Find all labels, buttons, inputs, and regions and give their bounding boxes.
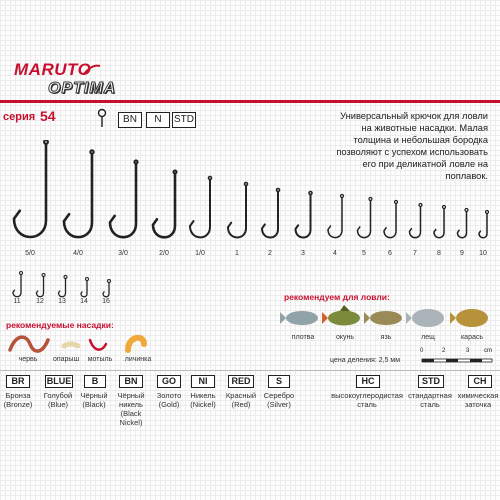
spec-code-box: CH — [468, 375, 492, 388]
hook-icon — [103, 280, 111, 297]
size-label: 8 — [437, 250, 441, 257]
hook-icon — [410, 204, 423, 238]
spec-code-desc: высокоуглеродистая сталь — [331, 391, 403, 409]
larva-icon — [128, 338, 144, 350]
series-number: 54 — [40, 108, 56, 124]
hook-size-chart — [0, 140, 500, 250]
hook-icon — [296, 192, 313, 238]
color-code-desc: Никель (Nickel) — [190, 391, 216, 409]
bait-label: червь — [18, 356, 38, 363]
size-label: 1/0 — [195, 250, 205, 257]
color-code-desc: Бронза (Bronze) — [3, 391, 33, 409]
ide-icon — [364, 311, 402, 325]
maggot-icon — [64, 344, 78, 346]
fish-label: окунь — [335, 334, 355, 341]
bait-label: опарыш — [52, 356, 80, 363]
size-label: 12 — [36, 298, 44, 305]
hook-icon — [479, 211, 489, 238]
size-label: 14 — [80, 298, 88, 305]
worm-icon — [10, 337, 48, 351]
hook-icon — [81, 278, 89, 297]
spec-code-desc: химическая заточка — [457, 391, 499, 409]
size-label: 4 — [333, 250, 337, 257]
size-label: 5 — [362, 250, 366, 257]
header-divider — [0, 100, 500, 103]
baits-title: рекомендуемые насадки: — [6, 320, 114, 330]
brand-logo: MARUTO — [14, 60, 92, 79]
scale-tick: 3 — [466, 348, 470, 354]
bait-label: мотыль — [87, 356, 113, 363]
color-code-desc: Золото (Gold) — [156, 391, 182, 409]
color-code-desc: Голубой (Blue) — [43, 391, 73, 409]
size-label: 4/0 — [73, 250, 83, 257]
hook-icon — [434, 206, 446, 238]
scale-tick: 2 — [442, 348, 446, 354]
finish-box-n: N — [146, 112, 170, 128]
size-label: 5/0 — [25, 250, 35, 257]
color-code-box: NI — [191, 375, 215, 388]
hook-icon — [13, 272, 23, 297]
fish-title: рекомендуем для ловли: — [284, 292, 390, 302]
color-code-desc: Красный (Red) — [225, 391, 257, 409]
hook-icon — [262, 189, 280, 238]
bloodworm-icon — [90, 340, 106, 350]
color-code-desc: Серебро (Silver) — [263, 391, 295, 409]
series-label: серия — [3, 111, 36, 123]
size-label: 1 — [235, 250, 239, 257]
finish-box-std: STD — [172, 112, 196, 128]
hook-eye-icon — [96, 108, 108, 128]
size-label: 3 — [301, 250, 305, 257]
hook-icon — [37, 274, 46, 297]
color-code-desc: Чёрный никель (Black Nickel) — [117, 391, 145, 427]
color-code-box: S — [268, 375, 290, 388]
finish-box-bn: BN — [118, 112, 142, 128]
fish-illustrations — [280, 302, 495, 332]
hook-icon — [228, 183, 248, 238]
crucian-icon — [450, 309, 488, 327]
bream-icon — [406, 309, 444, 327]
bait-label: личинка — [124, 356, 152, 363]
logo-swoosh-icon — [82, 62, 102, 76]
spec-code-box: HC — [356, 375, 380, 388]
color-code-box: B — [84, 375, 106, 388]
color-code-box: BLUE — [46, 376, 72, 386]
spec-code-box: STD — [418, 375, 444, 388]
scale-tick: cm — [484, 348, 492, 354]
size-label: 7 — [413, 250, 417, 257]
scale-tick: 0 — [420, 348, 424, 354]
fish-label: лещ — [421, 334, 435, 341]
perch-icon — [322, 305, 360, 326]
color-code-box: BN — [119, 375, 143, 388]
product-line-logo: OPTIMA — [48, 80, 117, 97]
color-code-box: RED — [228, 375, 254, 388]
color-code-box: GO — [157, 375, 181, 388]
hook-icon — [110, 160, 138, 237]
fish-label: карась — [460, 334, 484, 341]
hook-icon — [14, 140, 48, 237]
size-label: 9 — [460, 250, 464, 257]
hook-icon — [328, 195, 344, 238]
color-code-desc: Чёрный (Black) — [80, 391, 108, 409]
size-label: 3/0 — [118, 250, 128, 257]
hook-icon — [190, 177, 212, 238]
fish-label: язь — [380, 334, 392, 341]
color-code-box: BR — [6, 375, 30, 388]
hook-icon — [358, 198, 373, 238]
size-label: 13 — [58, 298, 66, 305]
hook-icon — [153, 171, 177, 238]
size-label: 16 — [102, 298, 110, 305]
roach-icon — [280, 311, 318, 325]
bait-illustrations — [6, 330, 156, 358]
fish-label: плотва — [291, 334, 315, 341]
size-label: 2 — [268, 250, 272, 257]
hook-icon — [384, 201, 398, 238]
scale-caption: цена деления: 2,5 мм — [330, 357, 401, 364]
hook-icon — [458, 209, 469, 238]
spec-code-desc: стандартная сталь — [408, 391, 452, 409]
size-label: 11 — [13, 298, 21, 305]
hook-icon — [59, 276, 68, 297]
product-description: Универсальный крючок для ловли на животные насадки. Малая толщина и небольшая бородка позволяют с успехом использовать его при деликатной ловле на поплавок. — [336, 111, 488, 181]
hook-icon — [64, 150, 94, 237]
size-label: 6 — [388, 250, 392, 257]
size-label: 2/0 — [159, 250, 169, 257]
section-divider — [0, 370, 500, 371]
size-label: 10 — [479, 250, 487, 257]
